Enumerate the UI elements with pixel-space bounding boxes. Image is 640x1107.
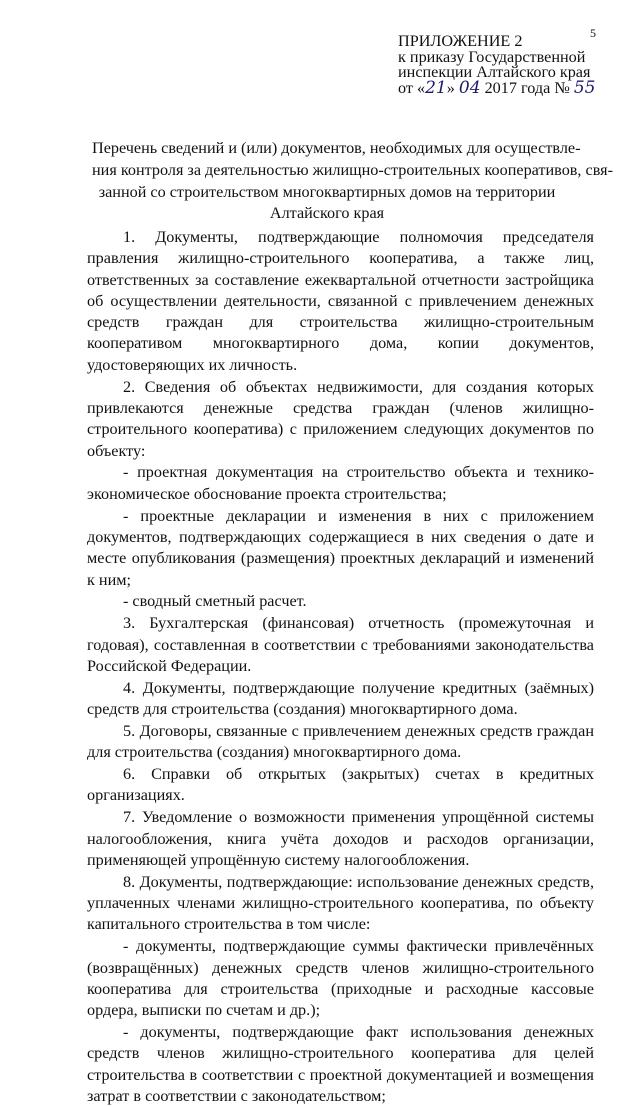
paragraph-item-1: 1. Документы, подтверждающие полномочия председателя правления жилищно-строительного кооператива, а также лиц, ответственных за составление ежеквартальной отчетности застройщика об осуществлении деятельности, связанной с привлечением денежных средств граждан для строительства жилищно-строительным кооперативом многоквартирного дома, копии документов, удостоверяющих их личность.	[87, 228, 594, 374]
paragraph-item-4: 4. Документы, подтверждающие получение кредитных (заёмных) средств для строительства (создания) многоквартирного дома.	[87, 678, 594, 719]
paragraph-sub-item: - документы, подтверждающие факт использования денежных средств членов жилищно-строительного кооператива для целей строительства в соответствии с проектной документацией и возмещения затрат в соответствии с законодательством;	[87, 1023, 594, 1105]
title-line: Перечень сведений и (или) документов, необходимых для осуществле-	[92, 139, 581, 157]
handwritten-day: 21	[425, 77, 447, 98]
date-mid: »	[446, 78, 459, 97]
paragraph-item-3: 3. Бухгалтерская (финансовая) отчетность (промежуточная и годовая), составленная в соответствии с требованиями законодательства Российской Федерации.	[87, 614, 594, 675]
paragraph-item-8: 8. Документы, подтверждающие: использование денежных средств, уплаченных членами жилищно-строительного кооператива, по объекту капитального строительства в том числе:	[87, 872, 594, 934]
paragraph-item-6: 6. Справки об открытых (закрытых) счетах в кредитных организациях.	[87, 765, 594, 805]
annex-line-1: к приказу Государственной	[398, 47, 586, 66]
paragraph-item-5: 5. Договоры, связанные с привлечением денежных средств граждан для строительства (создания) многоквартирного дома.	[87, 721, 594, 762]
paragraph-item-2: 2. Сведения об объектах недвижимости, для создания которых привлекаются денежные средства граждан (членов жилищно-строительного кооператива) с приложением следующих документов по объекту:	[87, 377, 594, 460]
paragraph-sub-item: - проектная документация на строительство объекта и технико-экономическое обоснование проекта строительства;	[87, 463, 594, 503]
annex-date-line	[398, 77, 630, 98]
title-line: занной со строительством многоквартирных домов на территории	[98, 182, 556, 201]
annex-header	[398, 34, 630, 96]
annex-title: ПРИЛОЖЕНИЕ 2	[398, 32, 523, 50]
document-title	[92, 138, 613, 225]
paragraph-sub-item: - сводный сметный расчет.	[123, 592, 307, 611]
paragraph-sub-item: - документы, подтверждающие суммы фактически привлечённых (возвращённых) денежных средств членов жилищно-строительного кооператива для строительства (приходные и расходные кассовые ордера, выписки по счетам и др.);	[87, 937, 594, 1020]
paragraph-item-7: 7. Уведомление о возможности применения упрощённой системы налогообложения, книга учёта доходов и расходов организации, применяющей упрощённую систему налогообложения.	[87, 808, 594, 869]
title-line: ния контроля за деятельностью жилищно-строительных кооперативов, свя-	[92, 160, 613, 179]
page-number: 5	[590, 26, 596, 40]
handwritten-order-number: 55	[573, 77, 596, 98]
title-line: Алтайского края	[269, 204, 385, 223]
date-year: 2017 года №	[480, 78, 574, 97]
document-body	[87, 227, 594, 1107]
handwritten-month: 04	[458, 77, 481, 98]
paragraph-sub-item: - проектные декларации и изменения в них с приложением документов, подтверждающих содержащиеся в них сведения о дате и месте опубликования (размещения) проектных деклараций и изменений к ним;	[87, 506, 594, 589]
annex-line-2: инспекции Алтайского края	[398, 63, 591, 81]
date-prefix: от «	[398, 78, 426, 97]
